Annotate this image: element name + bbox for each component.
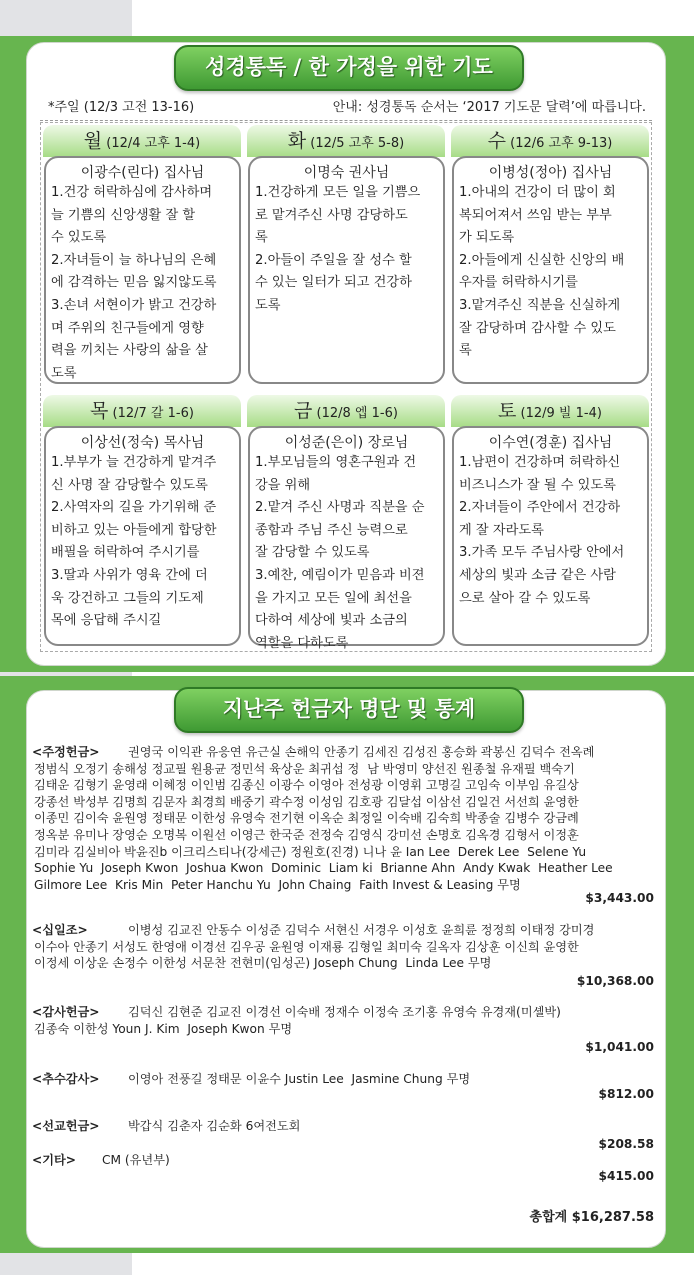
prayer-line: 1.부모님들의 영혼구원과 건 <box>255 455 417 470</box>
day-of-week: 화 <box>287 130 307 152</box>
offering-group <box>32 922 652 972</box>
day-reading: (12/5 고후 5-8) <box>306 136 405 151</box>
offering-names: 이병성 김교진 안동수 이성준 김덕수 서현신 서경우 이성호 윤희륜 정정희 이태정 강미경 <box>128 923 595 937</box>
family-name: 이명숙 권사님 <box>303 165 390 181</box>
prayer-line: 2.자녀들이 주안에서 건강하 <box>459 500 621 516</box>
prayer-line: 욱 강건하고 그들의 기도제 <box>51 590 204 606</box>
offering-label: <감사헌금> <box>32 1005 100 1019</box>
offering-amount: $208.58 <box>598 1137 654 1151</box>
offering-names: 정범식 오정기 송해성 정교필 원용균 정민석 육상운 최귀섭 정 남 박영미 양선진 원종철 유재필 백숙기 <box>34 761 575 776</box>
offering-line <box>32 1152 652 1169</box>
prayer-line: 비하고 있는 아들에게 합당한 <box>51 522 217 538</box>
offering-line <box>32 877 652 894</box>
offering-names: 박갑식 김춘자 김순화 6여전도회 <box>128 1119 301 1133</box>
prayer-box <box>44 426 241 646</box>
offering-line <box>32 1004 652 1021</box>
day-reading: (12/9 빌 1-4) <box>516 406 602 421</box>
offering-line <box>32 955 652 972</box>
offering-names: 이수아 안종기 서성도 한영애 이경선 김우공 윤원영 이재룡 김형일 최미숙 길옥자 김상훈 이신희 윤영한 <box>34 939 579 954</box>
reading-guide-row <box>40 97 652 121</box>
offering-line <box>32 1021 652 1038</box>
prayer-line: 3.맡겨주신 직분을 신실하게 <box>459 297 621 313</box>
offering-group <box>32 1118 652 1135</box>
day-reading: (12/6 고후 9-13) <box>506 136 613 151</box>
offering-amount: $415.00 <box>598 1169 654 1183</box>
prayer-line: 강을 위해 <box>255 477 311 493</box>
prayer-line: 2.아들이 주일을 잘 성수 할 <box>255 252 412 268</box>
day-header <box>247 395 445 427</box>
offering-label: <기타> <box>32 1153 76 1167</box>
prayer-line: 에 감격하는 믿음 잃지않도록 <box>51 275 217 291</box>
offering-label: <십일조> <box>32 923 88 937</box>
prayer-line: 우자를 허락하시기를 <box>459 275 578 291</box>
offering-names: 김태운 김형기 윤영래 이혜정 이인범 김종신 이광수 이영아 전성광 이영휘 고명길 고임숙 이부임 유길상 <box>34 778 579 793</box>
day-of-week: 수 <box>487 130 506 152</box>
prayer-line: 록 <box>459 343 472 359</box>
offering-line <box>32 761 652 778</box>
prayer-line: 도록 <box>255 297 281 313</box>
prayer-line: 잘 감당할 수 있도록 <box>255 545 370 561</box>
family-name: 이광수(린다) 집사님 <box>80 165 205 181</box>
prayer-box <box>248 156 445 384</box>
day-header <box>451 125 649 157</box>
offering-label: <주정헌금> <box>32 745 100 759</box>
day-of-week: 목 <box>90 400 109 422</box>
day-of-week: 금 <box>294 400 313 422</box>
prayer-line: 1.남편이 건강하며 허락하신 <box>459 455 621 470</box>
offering-line <box>32 860 652 877</box>
offering-line <box>32 810 652 827</box>
offering-amount: $3,443.00 <box>585 891 654 905</box>
prayer-list <box>454 182 647 363</box>
prayer-line: 2.사역자의 길을 가기위해 준 <box>51 500 217 516</box>
offering-group <box>32 1152 652 1169</box>
offering-names: 정옥분 유미나 장영순 오명복 이원선 이영근 한국준 전정숙 김영식 강미선 손명호 김옥경 김형서 이정훈 <box>34 827 579 842</box>
prayer-line: 3.손녀 서현이가 밝고 건강하 <box>51 297 217 313</box>
prayer-line: 다하여 세상에 빛과 소금의 <box>255 613 408 629</box>
prayer-grid <box>40 122 652 652</box>
grand-total <box>530 1206 654 1225</box>
prayer-line: 3.딸과 사위가 영육 간에 더 <box>51 567 208 583</box>
offering-group <box>32 1004 652 1037</box>
day-header <box>451 395 649 427</box>
family-name: 이상선(정숙) 목사님 <box>80 435 205 451</box>
prayer-box <box>452 156 649 384</box>
offering-line <box>32 777 652 794</box>
prayer-line: 도록 <box>51 365 77 381</box>
prayer-line: 늘 기쁨의 신앙생활 잘 할 <box>51 207 196 223</box>
offering-line <box>32 744 652 761</box>
offering-label: <선교헌금> <box>32 1119 100 1133</box>
prayer-line: 신 사명 잘 감당할수 있도록 <box>51 477 208 493</box>
prayer-line: 복되어져서 쓰임 받는 부부 <box>459 207 612 223</box>
sunday-reading: *주일 (12/3 고전 13-16) <box>48 100 195 115</box>
offering-line <box>32 1118 652 1135</box>
prayer-title: 성경통독 / 한 가정을 위한 기도 <box>174 45 524 91</box>
prayer-list <box>46 452 239 633</box>
grand-total-label: 총합계 <box>529 1210 568 1225</box>
prayer-list <box>250 452 443 655</box>
prayer-line: 록 <box>255 230 268 246</box>
offering-group <box>32 744 652 893</box>
family-name: 이수연(경훈) 집사님 <box>488 435 613 451</box>
offering-names: 권영국 이익관 유응연 유근실 손해익 안종기 김세진 김성진 홍승화 곽봉신 김덕수 전옥례 <box>128 745 595 759</box>
prayer-line: 1.건강 허락하심에 감사하며 <box>51 185 213 200</box>
prayer-line: 수 있는 일터가 되고 건강하 <box>255 275 412 291</box>
prayer-line: 2.자녀들이 늘 하나님의 은혜 <box>51 252 217 268</box>
offering-amount: $812.00 <box>598 1087 654 1101</box>
prayer-box <box>44 156 241 384</box>
offering-group <box>32 1071 652 1088</box>
offering-names: 이정세 이상운 손정수 이한성 서문찬 전현미(임성곤) Joseph Chung Linda Lee 무명 <box>34 956 492 971</box>
offering-names: 김덕신 김현준 김교진 이경선 이숙배 정재수 이정숙 조기홍 유영숙 유경재(미셸박) <box>128 1005 561 1019</box>
day-of-week: 토 <box>498 400 517 422</box>
prayer-line: 력을 끼치는 사랑의 삶을 살 <box>51 343 208 359</box>
prayer-line: 을 가지고 모든 일에 최선을 <box>255 590 412 606</box>
prayer-line: 역할을 다하도록 <box>255 635 349 651</box>
prayer-line: 으로 살아 갈 수 있도록 <box>459 590 591 606</box>
day-reading: (12/8 엡 1-6) <box>312 406 398 421</box>
prayer-list <box>46 182 239 385</box>
offering-names: 이영아 전풍길 정태문 이윤수 Justin Lee Jasmine Chung 무명 <box>128 1072 471 1086</box>
prayer-line: 3.가족 모두 주님사랑 안에서 <box>459 545 625 561</box>
prayer-line: 목에 응답해 주시길 <box>51 613 162 629</box>
day-reading: (12/7 갈 1-6) <box>108 406 194 421</box>
prayer-line: 1.부부가 늘 건강하게 맡겨주 <box>51 455 217 470</box>
offering-names: Sophie Yu Joseph Kwon Joshua Kwon Dominic Liam ki Brianne Ahn Andy Kwak Heather Lee <box>34 861 613 876</box>
offering-line <box>32 939 652 956</box>
prayer-line: 잘 감당하며 감사할 수 있도 <box>459 320 616 336</box>
offering-names: CM (유년부) <box>102 1153 170 1167</box>
prayer-line: 배필을 허락하여 주시기를 <box>51 545 200 561</box>
offering-line <box>32 844 652 861</box>
day-header <box>247 125 445 157</box>
prayer-box <box>248 426 445 651</box>
prayer-line: 로 맡겨주신 사명 감당하도 <box>255 207 408 223</box>
offering-label: <추수감사> <box>32 1072 100 1086</box>
prayer-line: 수 있도록 <box>51 230 107 246</box>
grand-total-value: $16,287.58 <box>571 1210 654 1225</box>
prayer-line: 1.아내의 건강이 더 많이 회 <box>459 185 616 200</box>
offering-names: 이종민 김이숙 윤원영 정태문 이한성 유영숙 전기현 이옥순 최정일 이숙배 김숙희 박종술 김병수 강금례 <box>34 811 579 826</box>
offering-names: 김종숙 이한성 Youn J. Kim Joseph Kwon 무명 <box>34 1021 293 1036</box>
offering-line <box>32 1071 652 1088</box>
prayer-box <box>452 426 649 646</box>
offering-line <box>32 827 652 844</box>
family-name: 이성준(은이) 장로님 <box>284 435 409 451</box>
offering-title: 지난주 헌금자 명단 및 통계 <box>174 687 524 733</box>
prayer-line: 2.맡겨 주신 사명과 직분을 순 <box>255 500 425 516</box>
reading-note: 안내: 성경통독 순서는 ‘2017 기도문 달력’에 따릅니다. <box>332 100 646 115</box>
offering-line <box>32 922 652 939</box>
prayer-line: 가 되도록 <box>459 230 515 246</box>
offering-names: 강종선 박성부 김명희 김문자 최경희 배중기 곽수정 이성임 김호광 김달섭 이삼선 김일건 서선희 윤영한 <box>34 794 579 809</box>
prayer-line: 종함과 주님 주신 능력으로 <box>255 522 408 538</box>
offering-names: 김미라 김실비아 박윤진b 이크리스티나(강세근) 정원호(진경) 니나 윤 Ian Lee Derek Lee Selene Yu <box>34 844 587 859</box>
offering-names: Gilmore Lee Kris Min Peter Hanchu Yu John Chaing Faith Invest & Leasing 무명 <box>34 877 521 892</box>
prayer-line: 2.아들에게 신실한 신앙의 배 <box>459 252 625 268</box>
offering-amount: $1,041.00 <box>585 1040 654 1054</box>
prayer-line: 며 주위의 친구들에게 영향 <box>51 320 204 336</box>
prayer-list <box>454 452 647 610</box>
prayer-line: 3.예찬, 예림이가 믿음과 비젼 <box>255 567 425 583</box>
day-header <box>43 125 241 157</box>
prayer-line: 1.건강하게 모든 일을 기쁨으 <box>255 185 421 200</box>
prayer-line: 비즈니스가 잘 될 수 있도록 <box>459 477 616 493</box>
prayer-line: 게 잘 자라도록 <box>459 522 544 538</box>
family-name: 이병성(정아) 집사님 <box>488 165 613 181</box>
day-of-week: 월 <box>83 130 103 152</box>
day-header <box>43 395 241 427</box>
prayer-list <box>250 182 443 318</box>
offering-line <box>32 794 652 811</box>
offering-amount: $10,368.00 <box>576 974 654 988</box>
day-reading: (12/4 고후 1-4) <box>102 136 201 151</box>
prayer-line: 세상의 빛과 소금 같은 사람 <box>459 567 616 583</box>
